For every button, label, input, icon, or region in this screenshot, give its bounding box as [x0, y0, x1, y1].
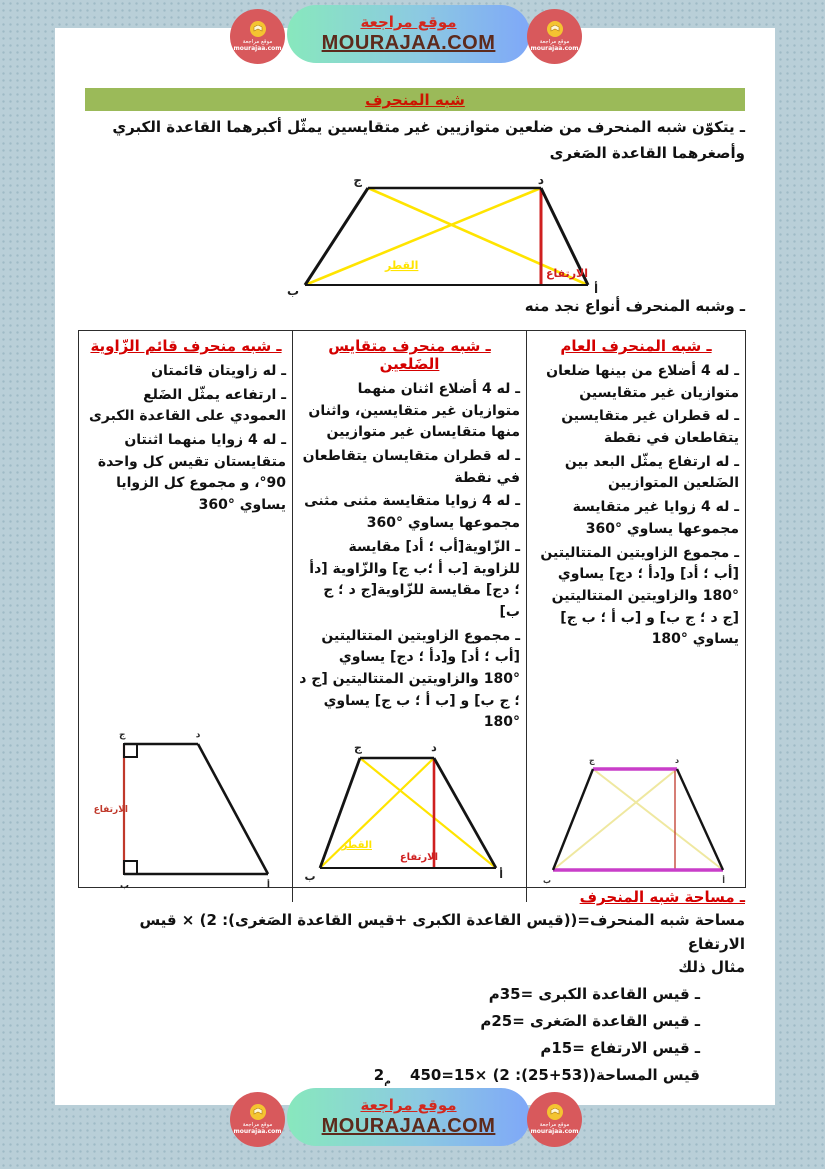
- badge-site-name: موقع مراجعة: [539, 38, 570, 45]
- badge-site-name: موقع مراجعة: [242, 38, 273, 45]
- table-item: ـ له 4 زوايا منهما اثنتان متقايستان تقيس كل واحدة 90°، و مجموع كل الزوايا يساوي °360: [97, 432, 286, 514]
- vertex-label: أ: [498, 868, 503, 881]
- trapezoid-right-side: [198, 744, 268, 874]
- table-item: ـ مجموع الزاويتين المتتاليتين [أب ؛ أد] و[دأ ؛ دج] يساوي °180 والزاويتين المتتاليتين [ج د ؛ ج ب] و [ب أ ؛ ب ج] يساوي °180: [540, 544, 739, 648]
- result-unit: $2_م$: [373, 1066, 391, 1087]
- area-section: [85, 888, 745, 1087]
- vertex-label: د: [195, 730, 201, 740]
- result-expression: 450=15× (2 :(25+53)): [410, 1066, 596, 1084]
- table-item: ـ له 4 أضلاع اثنان منهما متوازيان غير متقايسين، واثنان منها متقايسان غير متوازيين: [308, 381, 520, 441]
- general-trapezoid-diagram: [531, 744, 741, 894]
- trapezoid-left-side: [320, 758, 360, 868]
- trapezoid-right-side: [677, 769, 723, 870]
- column-header: ـ شبه منحرف قائم الزّاوية: [90, 337, 282, 355]
- right-angle-mark: [124, 744, 137, 757]
- vertex-label: ج: [353, 173, 362, 187]
- section-title-bar: [85, 88, 745, 111]
- result-label: قيس المساحة: [595, 1066, 700, 1084]
- footer-brand: [0, 1083, 825, 1153]
- site-logo-link[interactable]: [287, 1088, 530, 1146]
- site-domain: MOURAJAA.COM: [321, 32, 496, 54]
- given-height: ـ قيس الارتفاع =15م: [540, 1039, 700, 1057]
- badge-site-name: موقع مراجعة: [242, 1121, 273, 1128]
- vertex-label: أ: [594, 282, 599, 296]
- site-name-arabic: موقع مراجعة: [360, 13, 457, 31]
- area-formula: مساحة شبه المنحرف=((قيس القاعدة الكبرى +قيس القاعدة الصَغرى): 2) × قيس الارتفاع: [139, 911, 745, 953]
- badge-site-url: mourajaa.com: [530, 45, 579, 53]
- given-small-base: ـ قيس القاعدة الصَغرى =25م: [480, 1012, 700, 1030]
- badge-site-url: mourajaa.com: [233, 1128, 282, 1136]
- table-item: ـ له ارتفاع يمثّل البعد بين الضَلعين المتوازيين: [564, 453, 739, 492]
- right-angle-mark: [124, 861, 137, 874]
- vertex-label: د: [430, 741, 437, 754]
- isosceles-trapezoid-diagram: [300, 736, 520, 894]
- book-logo-icon: [250, 1104, 266, 1120]
- trapezoid-main-diagram: [278, 172, 600, 302]
- table-item: ـ له زاويتان قائمتان: [151, 363, 286, 379]
- vertex-label: ب: [542, 876, 552, 885]
- book-logo-icon: [250, 21, 266, 37]
- table-item: ـ مجموع الزاويتين المتتاليتين [أب ؛ أد] و[دأ ؛ دج] يساوي °180 والزاويتين المتتاليتين [ج د ؛ ج ب] و [ب أ ؛ ب ج] يساوي °180: [299, 627, 520, 731]
- column-header: ـ شبه منحرف متقايس الضَلعين: [328, 337, 491, 373]
- vertex-label: ب: [303, 870, 316, 883]
- page-title: شبه المنحرف: [365, 91, 465, 109]
- site-name-arabic: موقع مراجعة: [360, 1096, 457, 1114]
- site-badge: [230, 1092, 285, 1147]
- table-item: ـ له قطران متقايسان يتقاطعان في نقطة: [302, 448, 520, 486]
- table-column-general: [526, 331, 745, 902]
- book-logo-icon: [547, 1104, 563, 1120]
- height-label: الارتفاع: [93, 805, 128, 815]
- vertex-label: ب: [120, 881, 130, 891]
- example-label: مثال ذلك: [678, 958, 745, 976]
- table-column-isosceles: [292, 331, 526, 902]
- trapezoid-types-table: [78, 330, 746, 891]
- intro-paragraph: ـ يتكوّن شبه المنحرف من ضلعين متوازيين غير متقايسين يمثّل أكبرهما القاعدة الكبري وأصغرهما القاعدة الصَغرى: [112, 118, 745, 163]
- given-large-base: ـ قيس القاعدة الكبرى =35م: [488, 985, 700, 1003]
- site-badge: [527, 9, 582, 64]
- trapezoid-left-side: [305, 188, 368, 285]
- header-brand: [0, 0, 825, 70]
- site-logo-link[interactable]: [287, 5, 530, 63]
- badge-site-url: mourajaa.com: [530, 1128, 579, 1136]
- site-badge: [527, 1092, 582, 1147]
- book-logo-icon: [547, 21, 563, 37]
- types-line: ـ وشبه المنحرف أنواع نجد منه: [524, 297, 745, 315]
- vertex-label: د: [537, 173, 545, 187]
- table-item: ـ الزّاوية[أب ؛ أد] مقايسة للزاوية [ب أ ؛ب ج] والزّاوية [دأ ؛ دج] مقايسة للزّاوية[ج د ؛ ج ب]: [309, 538, 520, 620]
- vertex-label: ب: [286, 284, 300, 298]
- table-item: ـ له قطران غير متقايسين يتقاطعان في نقطة: [561, 408, 739, 447]
- diagonal-label: القطر: [385, 259, 419, 272]
- table-item: ـ له 4 زوايا غير متقايسة مجموعها يساوي °360: [572, 499, 739, 537]
- table-column-right-angled: [80, 331, 292, 902]
- diagonal-label: القطر: [341, 840, 372, 851]
- table-item: ـ له 4 زوايا متقايسة مثنى مثنى مجموعها يساوي °360: [304, 493, 520, 532]
- right-trapezoid-diagram: [86, 716, 286, 894]
- badge-site-name: موقع مراجعة: [539, 1121, 570, 1128]
- diagonal-line: [305, 188, 541, 285]
- column-header: ـ شبه المنحرف العام: [560, 337, 712, 355]
- vertex-label: ج: [353, 741, 362, 754]
- area-section-title: ـ مساحة شبه المنحرف: [579, 888, 745, 906]
- height-label: الارتفاع: [546, 267, 588, 280]
- table-item: ـ له 4 أضلاع من بينها ضلعان متوازيان غير متقايسين: [546, 363, 739, 401]
- badge-site-url: mourajaa.com: [233, 45, 282, 53]
- vertex-label: أ: [266, 881, 270, 891]
- site-badge: [230, 9, 285, 64]
- vertex-label: ج: [589, 756, 595, 765]
- table-item: ـ ارتفاعه يمثّل الضَلع العمودي على القاعدة الكبرى: [89, 386, 286, 425]
- trapezoid-right-side: [434, 758, 496, 868]
- vertex-label: د: [674, 756, 680, 765]
- vertex-label: أ: [722, 876, 725, 885]
- site-domain: MOURAJAA.COM: [321, 1115, 496, 1137]
- height-label: الارتفاع: [399, 852, 438, 863]
- vertex-label: ج: [119, 730, 126, 740]
